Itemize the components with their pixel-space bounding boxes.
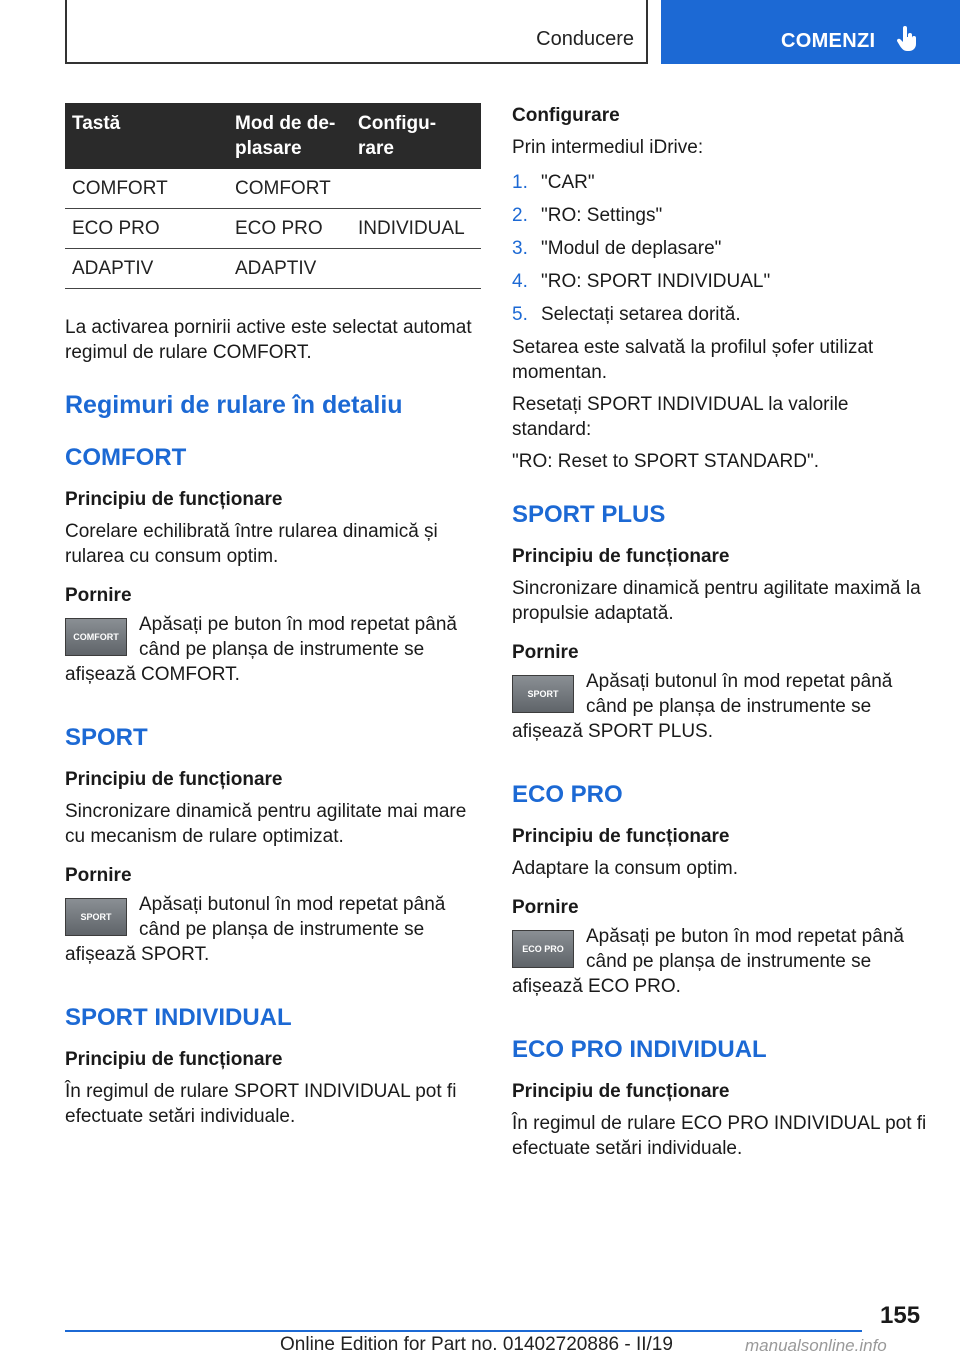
pointing-hand-icon bbox=[897, 26, 919, 52]
footer-edition: Online Edition for Part no. 01402720886 - II/19 bbox=[280, 1334, 673, 1355]
eco-pro-start-heading: Pornire bbox=[512, 897, 579, 918]
left-column bbox=[65, 103, 481, 1129]
table-row bbox=[65, 169, 481, 209]
comfort-principle-heading: Principiu de funcționare bbox=[65, 489, 283, 510]
section-title: Regimuri de rulare în detaliu bbox=[65, 391, 403, 419]
table-row bbox=[65, 249, 481, 289]
table-cell bbox=[351, 249, 481, 289]
reset-text: Resetați SPORT INDIVIDUAL la valorile standard: bbox=[512, 394, 849, 440]
sport-individual-heading: SPORT INDIVIDUAL bbox=[65, 1004, 292, 1031]
comfort-start-block bbox=[65, 612, 481, 687]
header-section-label: Conducere bbox=[536, 28, 634, 50]
comfort-start-heading: Pornire bbox=[65, 585, 132, 606]
comfort-heading: COMFORT bbox=[65, 444, 187, 471]
reset-command: "RO: Reset to SPORT STANDARD". bbox=[512, 451, 820, 472]
sport-principle-text: Sincronizare dinamică pentru agilitate mai mare cu mecanism de rulare optimizat. bbox=[65, 801, 467, 847]
sport-plus-principle-text: Sincronizare dinamică pentru agilitate maximă la propulsie adaptată. bbox=[512, 578, 921, 624]
sport-heading: SPORT bbox=[65, 724, 148, 751]
saved-text: Setarea este salvată la profilul șofer utilizat momentan. bbox=[512, 337, 874, 383]
table-cell: ADAPTIV bbox=[65, 249, 228, 289]
sport-plus-principle-heading: Principiu de funcționare bbox=[512, 546, 730, 567]
config-intro: Prin intermediul iDrive: bbox=[512, 137, 704, 158]
sport-plus-heading: SPORT PLUS bbox=[512, 501, 666, 528]
table-row bbox=[65, 209, 481, 249]
table-cell: INDIVIDUAL bbox=[351, 209, 481, 249]
header-tab bbox=[661, 0, 960, 64]
list-item: 2. "RO: Settings" bbox=[512, 205, 663, 226]
eco-pro-principle-heading: Principiu de funcționare bbox=[512, 826, 730, 847]
sport-button-icon: SPORT bbox=[65, 898, 127, 936]
comfort-button-icon: COMFORT bbox=[65, 618, 127, 656]
table-cell: COMFORT bbox=[228, 169, 351, 209]
footer-divider bbox=[65, 1330, 862, 1332]
list-item: 3. "Modul de deplasare" bbox=[512, 238, 722, 259]
eco-pro-individual-heading: ECO PRO INDIVIDUAL bbox=[512, 1036, 767, 1063]
eco-pro-individual-principle-heading: Principiu de funcționare bbox=[512, 1081, 730, 1102]
intro-text: La activarea pornirii active este selectat automat regimul de rulare COMFORT. bbox=[65, 317, 472, 363]
drive-modes-table bbox=[65, 103, 481, 289]
sport-plus-start-text: Apăsați butonul în mod repetat până când pe planșa de instrumente se afișează SPORT PLUS. bbox=[512, 671, 893, 742]
eco-pro-button-icon: ECO PRO bbox=[512, 930, 574, 968]
header-tab-label: COMENZI bbox=[781, 30, 876, 52]
table-cell: ECO PRO bbox=[65, 209, 228, 249]
header-section-box bbox=[65, 0, 648, 64]
table-cell: ECO PRO bbox=[228, 209, 351, 249]
page-number: 155 bbox=[880, 1302, 921, 1329]
sport-start-block bbox=[65, 892, 481, 967]
list-item: 4. "RO: SPORT INDIVIDUAL" bbox=[512, 271, 771, 292]
table-header: Tastă bbox=[65, 103, 228, 169]
table-header: Configu- rare bbox=[351, 103, 481, 169]
eco-pro-start-text: Apăsați pe buton în mod repetat până când pe planșa de instrumente se afișează ECO PRO. bbox=[512, 926, 904, 997]
list-item: 5. Selectați setarea dorită. bbox=[512, 304, 741, 325]
eco-pro-heading: ECO PRO bbox=[512, 781, 623, 808]
eco-pro-individual-principle-text: În regimul de rulare ECO PRO INDIVIDUAL pot fi efectuate setări individuale. bbox=[512, 1113, 927, 1159]
right-column bbox=[512, 103, 932, 1161]
comfort-start-text: Apăsați pe buton în mod repetat până când pe planșa de instrumente se afișează COMFORT. bbox=[65, 614, 457, 685]
sport-start-heading: Pornire bbox=[65, 865, 132, 886]
sport-principle-heading: Principiu de funcționare bbox=[65, 769, 283, 790]
sport-individual-principle-text: În regimul de rulare SPORT INDIVIDUAL pot fi efectuate setări individuale. bbox=[65, 1081, 457, 1127]
sport-plus-button-icon: SPORT bbox=[512, 675, 574, 713]
table-cell: ADAPTIV bbox=[228, 249, 351, 289]
sport-individual-principle-heading: Principiu de funcționare bbox=[65, 1049, 283, 1070]
eco-pro-principle-text: Adaptare la consum optim. bbox=[512, 858, 739, 879]
list-item: 1. "CAR" bbox=[512, 172, 595, 193]
eco-pro-start-block bbox=[512, 924, 932, 999]
sport-plus-start-heading: Pornire bbox=[512, 642, 579, 663]
footer-watermark: manualsonline.info bbox=[745, 1336, 887, 1355]
table-cell bbox=[351, 169, 481, 209]
comfort-principle-text: Corelare echilibrată între rularea dinamică și rularea cu consum optim. bbox=[65, 521, 438, 567]
table-cell: COMFORT bbox=[65, 169, 228, 209]
config-steps bbox=[512, 170, 932, 327]
sport-start-text: Apăsați butonul în mod repetat până când pe planșa de instrumente se afișează SPORT. bbox=[65, 894, 446, 965]
table-header: Mod de de- plasare bbox=[228, 103, 351, 169]
sport-plus-start-block bbox=[512, 669, 932, 744]
table-header-row bbox=[65, 103, 481, 169]
config-heading: Configurare bbox=[512, 105, 620, 126]
